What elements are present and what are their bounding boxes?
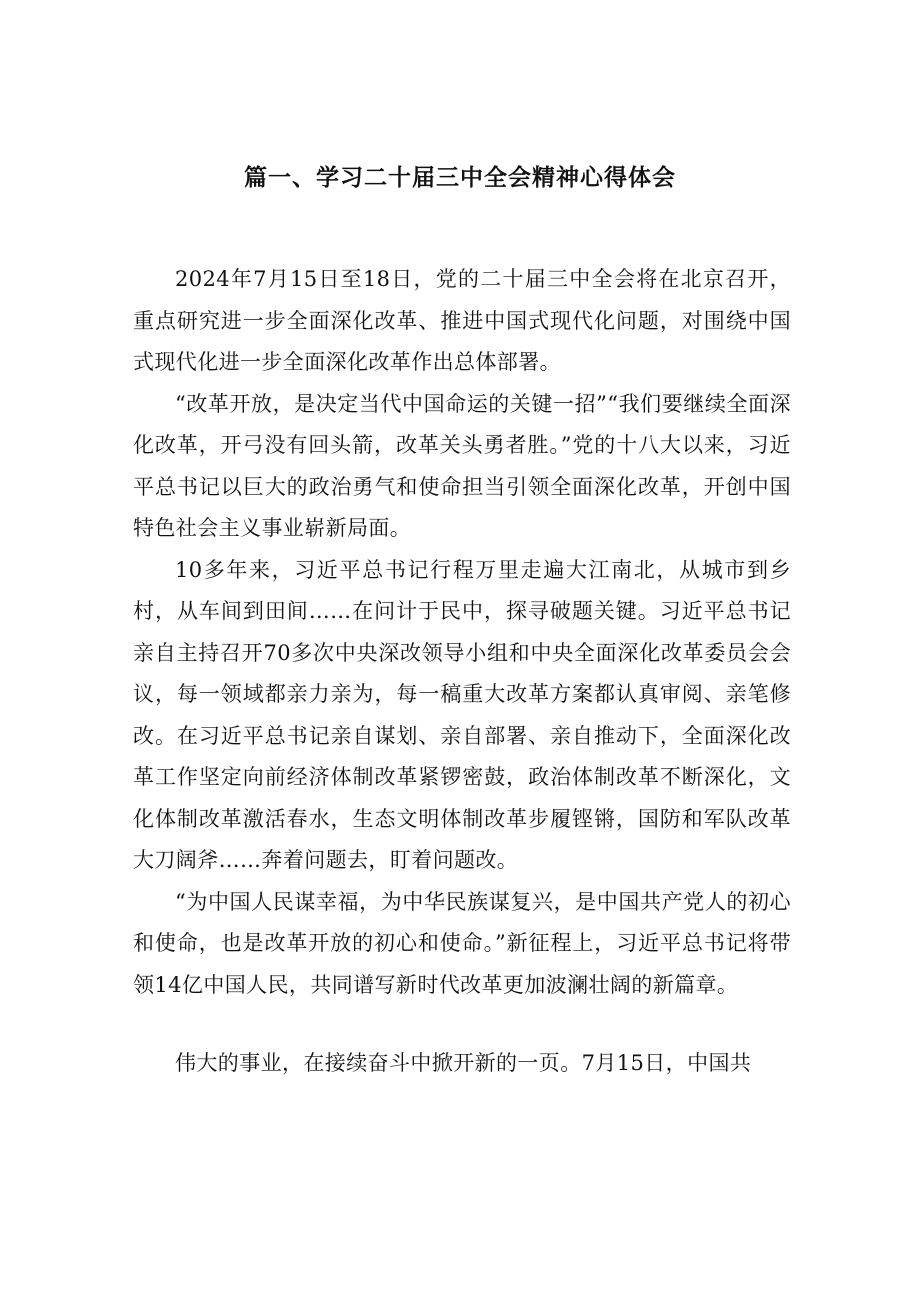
paragraph-1: 2024年7月15日至18日，党的二十届三中全会将在北京召开，重点研究进一步全面深化改革、推进中国式现代化问题，对围绕中国式现代化进一步全面深化改革作出总体部署。 (133, 267, 791, 374)
paragraph-4: “为中国人民谋幸福，为中华民族谋复兴，是中国共产党人的初心和使命，也是改革开放的初心和使命。”新征程上，习近平总书记将带领14亿中国人民，共同谱写新时代改革更加波澜壮阔的新篇章。 (133, 889, 791, 997)
document-body (133, 259, 791, 1085)
document-title: 篇一、学习二十届三中全会精神心得体会 (244, 165, 676, 191)
paragraph-3: 10多年来，习近平总书记行程万里走遍大江南北，从城市到乡村，从车间到田间……在问计于民中，探寻破题关键。习近平总书记亲自主持召开70多次中央深改领导小组和中央全面深化改革委员会会议，每一领域都亲力亲为，每一稿重大改革方案都认真审阅、亲笔修改。在习近平总书记亲自谋划、亲自部署、亲自推动下，全面深化改革工作坚定向前经济体制改革紧锣密鼓，政治体制改革不断深化，文化体制改革激活春水，生态文明体制改革步履铿锵，国防和军队改革大刀阔斧……奔着问题去，盯着问题改。 (133, 557, 791, 872)
paragraph-2: “改革开放，是决定当代中国命运的关键一招”“我们要继续全面深化改革，开弓没有回头箭，改革关头勇者胜。”党的十八大以来，习近平总书记以巨大的政治勇气和使命担当引领全面深化改革，开创中国特色社会主义事业崭新局面。 (133, 391, 791, 540)
paragraph-5: 伟大的事业，在接续奋斗中掀开新的一页。7月15日，中国共 (175, 1051, 752, 1075)
